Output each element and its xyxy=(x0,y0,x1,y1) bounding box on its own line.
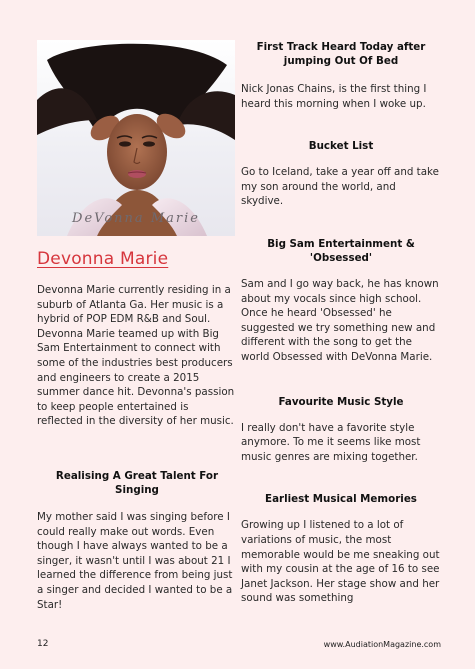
text-first-track: Nick Jonas Chains, is the first thing I heard this morning when I woke up. xyxy=(241,83,427,110)
page-number: 12 xyxy=(37,639,49,649)
heading-first-track: First Track Heard Today after jumping Out Of Bed xyxy=(256,41,426,67)
heading-bucket-list: Bucket List xyxy=(308,140,374,153)
text-big-sam: Sam and I go way back, he has known about my vocals since high school. Once he heard 'Obsessed' he suggested we try something new and different with the song to get the world Obsessed with DeVonna Marie. xyxy=(241,277,439,363)
heading-realising-talent: Realising A Great Talent For Singing xyxy=(55,469,219,496)
portrait-illustration xyxy=(37,40,235,236)
text-earliest-memories: Growing up I listened to a lot of variations of music, the most memorable would be me sneaking out with my cousin at the age of 16 to see Janet Jackson. Her stage show and her sound was something xyxy=(241,519,440,605)
text-bucket-list: Go to Iceland, take a year off and take my son around the world, and skydive. xyxy=(241,166,439,208)
heading-favourite-style: Favourite Music Style xyxy=(278,395,404,408)
right-column xyxy=(241,40,441,606)
artist-name: Devonna Marie xyxy=(37,249,169,269)
heading-earliest-memories: Earliest Musical Memories xyxy=(265,493,417,506)
left-column xyxy=(37,249,237,612)
text-realising-talent: My mother said I was singing before I could really make out words. Even though I have always wanted to be a singer, it wasn't until I was about 21 I learned the difference from being just a singer and decided I wanted to be a Star! xyxy=(37,510,233,611)
text-favourite-style: I really don't have a favorite style anymore. To me it seems like most music genres are mixing together. xyxy=(241,421,421,463)
artist-portrait xyxy=(37,40,235,236)
footer-url[interactable]: www.AudiationMagazine.com xyxy=(323,640,441,649)
artist-bio: Devonna Marie currently residing in a suburb of Atlanta Ga. Her music is a hybrid of POP EDM R&B and Soul. Devonna Marie teamed up with Big Sam Entertainment to connect with some of the industries best producers and engineers to create a 2015 summer dance hit. Devonna's passion to keep people entertained is reflected in the diversity of her music. xyxy=(37,284,235,428)
heading-big-sam: Big Sam Entertainment & 'Obsessed' xyxy=(267,237,415,264)
portrait-signature: DeVonna Marie xyxy=(72,211,200,226)
